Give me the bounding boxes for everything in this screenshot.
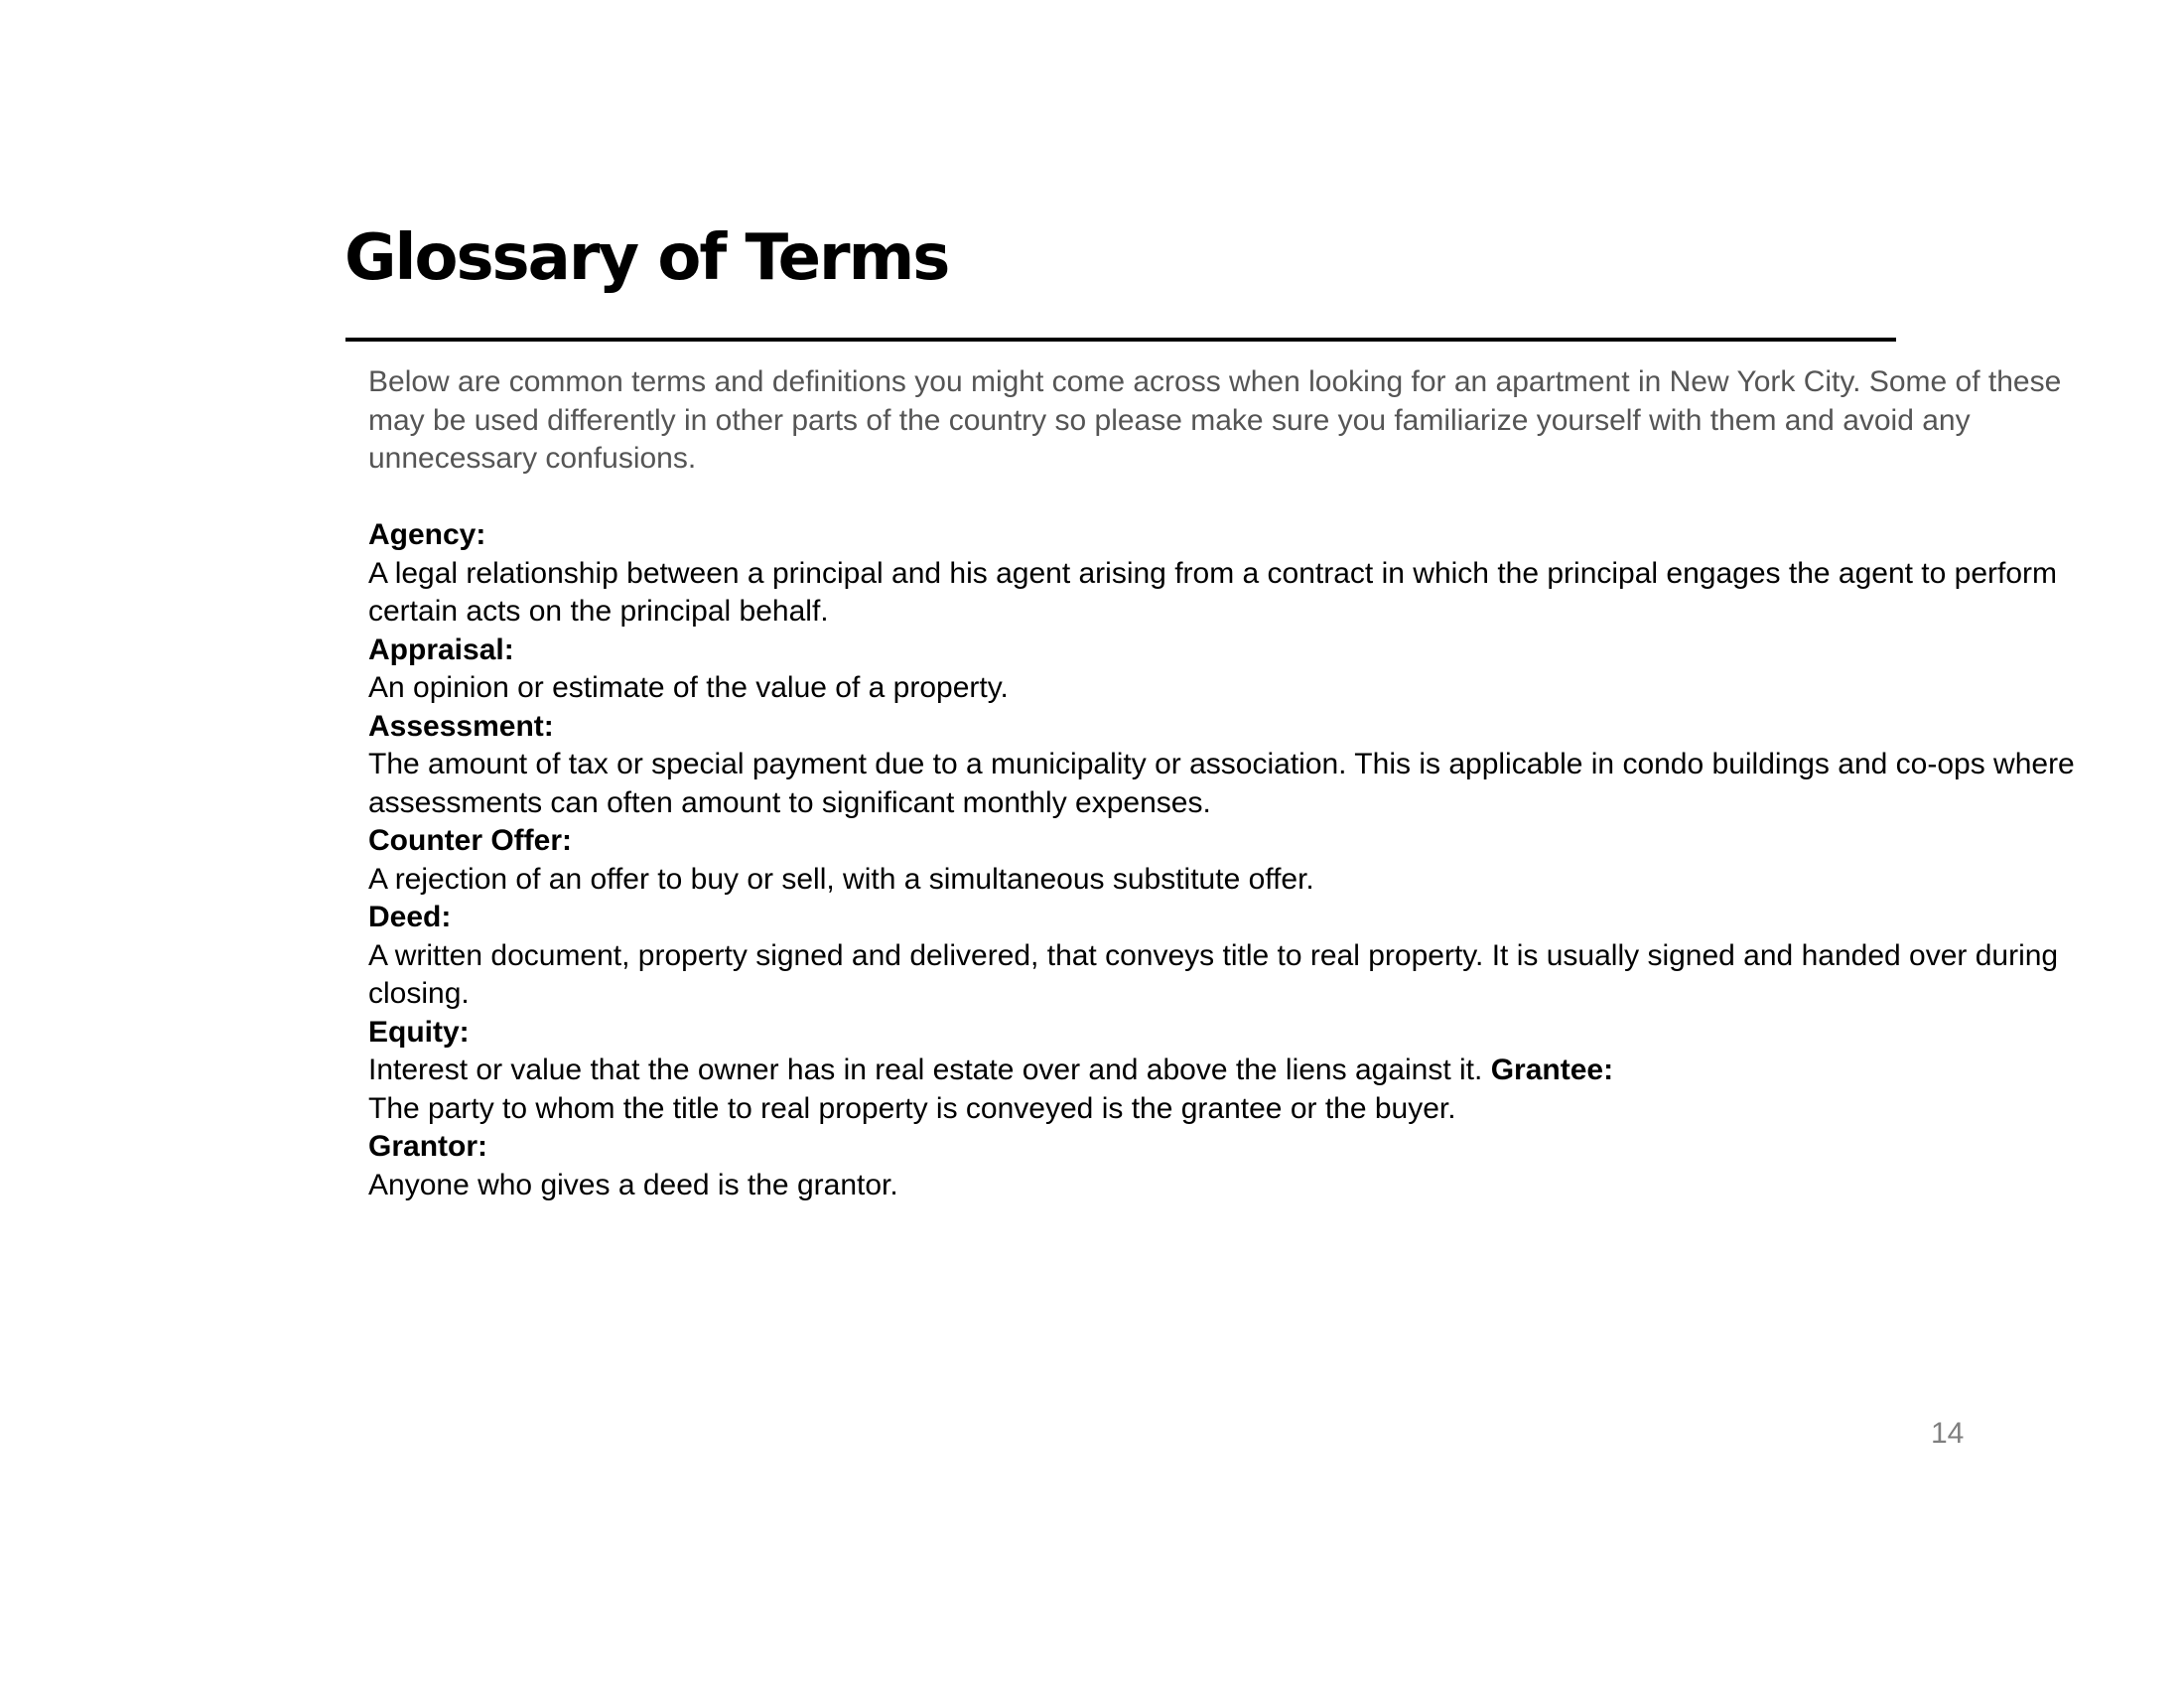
- intro-paragraph: Below are common terms and definitions you might come across when looking for an apartment in New York City. Some of these may be used differently in other parts of the country so please make sure you familiarize yourself with them and avoid any unnecessary confusions.: [368, 365, 2062, 475]
- glossary-term-appraisal: Appraisal:: [368, 633, 514, 666]
- glossary-definition-agency: A legal relationship between a principal and his agent arising from a contract in which the principal engages the agent to perform certain acts on the principal behalf.: [368, 556, 2058, 628]
- glossary-definition-counter-offer: A rejection of an offer to buy or sell, with a simultaneous substitute offer.: [368, 862, 1314, 896]
- page-content: [368, 363, 2076, 1204]
- glossary-definition-equity: Interest or value that the owner has in real estate over and above the liens against it.: [368, 1054, 1483, 1086]
- glossary-definition-deed: A written document, property signed and delivered, that conveys title to real property. It is usually signed and handed over during closing.: [368, 938, 2059, 1010]
- glossary-term-agency: Agency:: [368, 518, 486, 551]
- glossary-term-grantee: Grantee:: [1490, 1054, 1614, 1086]
- glossary-definition-grantee: The party to whom the title to real property is conveyed is the grantee or the buyer.: [368, 1091, 1456, 1125]
- glossary-entry-equity-grantee-line: [368, 1052, 2076, 1090]
- glossary-term-equity: Equity:: [368, 1015, 470, 1049]
- glossary-term-counter-offer: Counter Offer:: [368, 824, 572, 857]
- page-number: 14: [1931, 1417, 1965, 1450]
- glossary-definition-appraisal: An opinion or estimate of the value of a property.: [368, 671, 1009, 704]
- glossary-term-assessment: Assessment:: [368, 709, 554, 743]
- page-title: Glossary of Terms: [344, 221, 949, 295]
- glossary-definition-assessment: The amount of tax or special payment due to a municipality or association. This is applicable in condo buildings and co-ops where assessments can often amount to significant monthly expenses.: [368, 748, 2075, 819]
- glossary-definition-grantor: Anyone who gives a deed is the grantor.: [368, 1168, 898, 1201]
- title-divider: [345, 338, 1896, 342]
- glossary-term-grantor: Grantor:: [368, 1130, 487, 1163]
- glossary-term-deed: Deed:: [368, 901, 452, 933]
- glossary-list: [368, 516, 2076, 1204]
